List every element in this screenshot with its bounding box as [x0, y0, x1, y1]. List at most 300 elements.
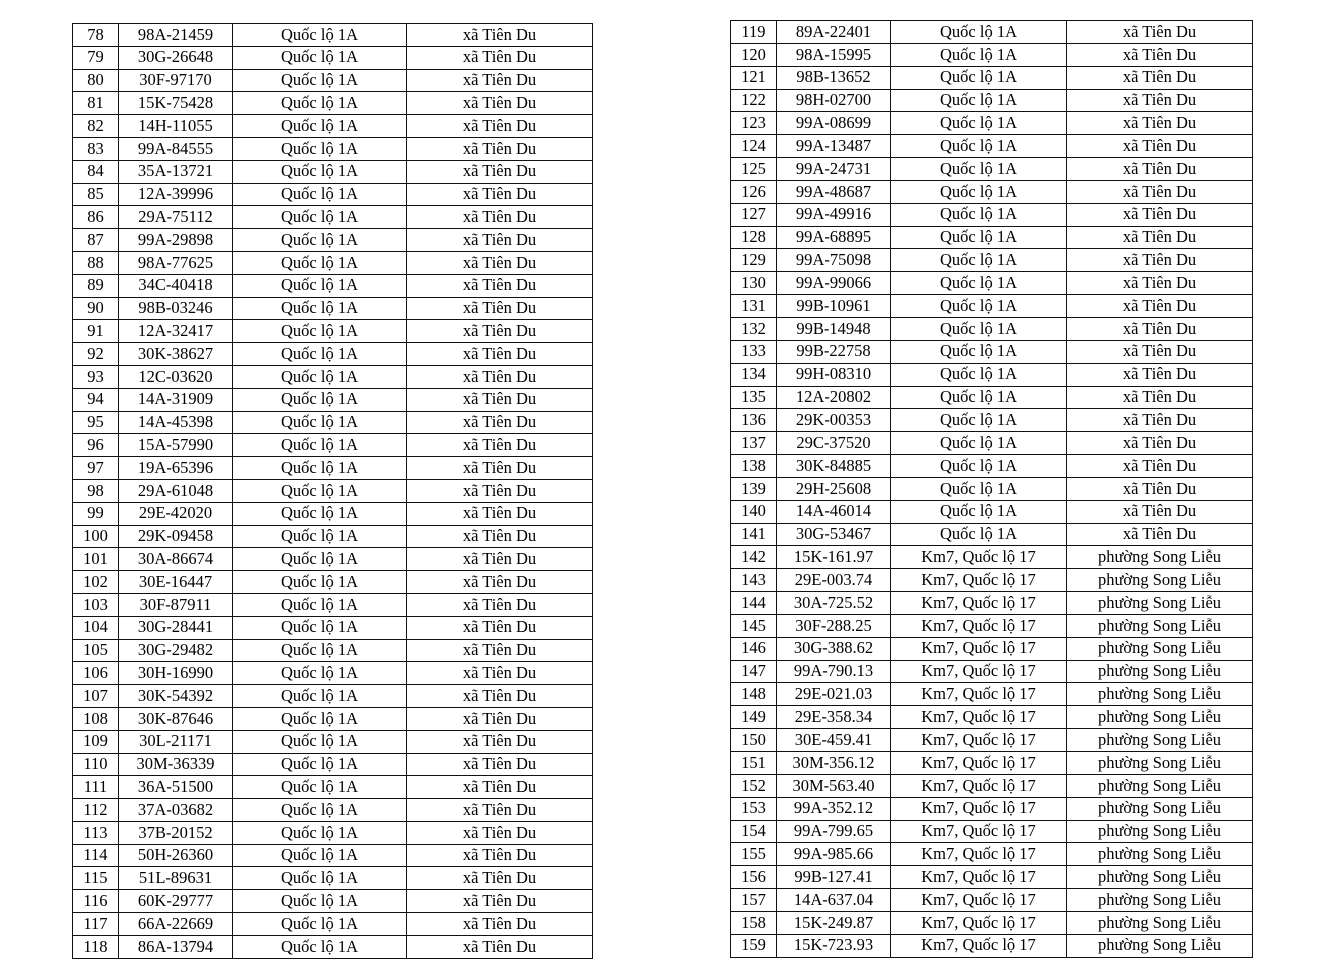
table-row [73, 457, 593, 480]
cell-row-number: 150 [731, 729, 777, 752]
cell-license-plate: 50H-26360 [119, 844, 233, 867]
cell-row-number: 147 [731, 660, 777, 683]
cell-location: Quốc lộ 1A [233, 297, 407, 320]
cell-row-number: 127 [731, 203, 777, 226]
cell-location: Km7, Quốc lộ 17 [891, 866, 1067, 889]
cell-commune: xã Tiên Du [407, 24, 593, 47]
table-row [731, 477, 1253, 500]
table-row [73, 799, 593, 822]
cell-row-number: 97 [73, 457, 119, 480]
cell-license-plate: 30E-459.41 [777, 729, 891, 752]
table-row [731, 592, 1253, 615]
cell-license-plate: 30G-53467 [777, 523, 891, 546]
cell-location: Km7, Quốc lộ 17 [891, 592, 1067, 615]
table-row [73, 821, 593, 844]
cell-license-plate: 99A-84555 [119, 137, 233, 160]
cell-license-plate: 12C-03620 [119, 365, 233, 388]
cell-commune: xã Tiên Du [1067, 135, 1253, 158]
cell-row-number: 120 [731, 43, 777, 66]
cell-license-plate: 99A-985.66 [777, 843, 891, 866]
cell-license-plate: 99A-352.12 [777, 797, 891, 820]
cell-row-number: 133 [731, 340, 777, 363]
cell-license-plate: 34C-40418 [119, 274, 233, 297]
cell-license-plate: 29A-75112 [119, 206, 233, 229]
table-row [731, 774, 1253, 797]
table-row [731, 135, 1253, 158]
cell-commune: xã Tiên Du [407, 730, 593, 753]
cell-row-number: 123 [731, 112, 777, 135]
table-row [731, 317, 1253, 340]
cell-license-plate: 99A-68895 [777, 226, 891, 249]
cell-license-plate: 12A-32417 [119, 320, 233, 343]
cell-commune: phường Song Liễu [1067, 592, 1253, 615]
table-row [731, 180, 1253, 203]
table-row [731, 112, 1253, 135]
cell-location: Quốc lộ 1A [233, 411, 407, 434]
cell-license-plate: 29E-42020 [119, 502, 233, 525]
cell-row-number: 115 [73, 867, 119, 890]
cell-location: Quốc lộ 1A [233, 320, 407, 343]
cell-row-number: 118 [73, 935, 119, 958]
cell-license-plate: 99B-127.41 [777, 866, 891, 889]
cell-row-number: 117 [73, 913, 119, 936]
cell-location: Km7, Quốc lộ 17 [891, 774, 1067, 797]
cell-row-number: 125 [731, 158, 777, 181]
cell-row-number: 102 [73, 571, 119, 594]
cell-commune: xã Tiên Du [407, 821, 593, 844]
cell-row-number: 121 [731, 66, 777, 89]
cell-location: Quốc lộ 1A [891, 272, 1067, 295]
cell-location: Quốc lộ 1A [233, 92, 407, 115]
table-row [731, 272, 1253, 295]
table-row [731, 614, 1253, 637]
cell-location: Quốc lộ 1A [233, 935, 407, 958]
cell-commune: xã Tiên Du [407, 411, 593, 434]
table-row [731, 409, 1253, 432]
cell-location: Quốc lộ 1A [891, 203, 1067, 226]
cell-license-plate: 29H-25608 [777, 477, 891, 500]
cell-row-number: 146 [731, 637, 777, 660]
cell-location: Quốc lộ 1A [891, 226, 1067, 249]
cell-commune: xã Tiên Du [407, 343, 593, 366]
table-row [73, 890, 593, 913]
cell-location: Km7, Quốc lộ 17 [891, 820, 1067, 843]
cell-commune: xã Tiên Du [407, 251, 593, 274]
cell-license-plate: 66A-22669 [119, 913, 233, 936]
table-row [73, 571, 593, 594]
cell-commune: xã Tiên Du [407, 525, 593, 548]
cell-row-number: 101 [73, 548, 119, 571]
cell-commune: xã Tiên Du [1067, 317, 1253, 340]
cell-commune: xã Tiên Du [1067, 112, 1253, 135]
cell-license-plate: 30A-725.52 [777, 592, 891, 615]
cell-commune: xã Tiên Du [1067, 203, 1253, 226]
table-row [73, 183, 593, 206]
cell-row-number: 141 [731, 523, 777, 546]
table-row [73, 593, 593, 616]
cell-commune: xã Tiên Du [407, 365, 593, 388]
cell-commune: xã Tiên Du [407, 46, 593, 69]
table-row [731, 523, 1253, 546]
cell-location: Quốc lộ 1A [233, 639, 407, 662]
cell-commune: xã Tiên Du [407, 137, 593, 160]
cell-license-plate: 30K-84885 [777, 455, 891, 478]
cell-row-number: 114 [73, 844, 119, 867]
cell-commune: xã Tiên Du [407, 616, 593, 639]
cell-license-plate: 99A-49916 [777, 203, 891, 226]
cell-commune: xã Tiên Du [407, 913, 593, 936]
cell-commune: xã Tiên Du [407, 115, 593, 138]
cell-location: Quốc lộ 1A [233, 229, 407, 252]
cell-row-number: 84 [73, 160, 119, 183]
cell-location: Quốc lộ 1A [233, 502, 407, 525]
cell-row-number: 154 [731, 820, 777, 843]
cell-commune: phường Song Liễu [1067, 866, 1253, 889]
cell-license-plate: 29K-09458 [119, 525, 233, 548]
cell-location: Quốc lộ 1A [233, 183, 407, 206]
cell-license-plate: 30E-16447 [119, 571, 233, 594]
cell-commune: xã Tiên Du [407, 685, 593, 708]
cell-license-plate: 99B-14948 [777, 317, 891, 340]
cell-row-number: 112 [73, 799, 119, 822]
cell-commune: xã Tiên Du [407, 160, 593, 183]
cell-location: Quốc lộ 1A [891, 112, 1067, 135]
table-row [731, 660, 1253, 683]
cell-commune: xã Tiên Du [407, 274, 593, 297]
table-row [731, 706, 1253, 729]
cell-row-number: 110 [73, 753, 119, 776]
cell-location: Quốc lộ 1A [891, 43, 1067, 66]
cell-location: Quốc lộ 1A [233, 24, 407, 47]
cell-commune: phường Song Liễu [1067, 911, 1253, 934]
cell-license-plate: 86A-13794 [119, 935, 233, 958]
cell-commune: phường Song Liễu [1067, 683, 1253, 706]
cell-row-number: 103 [73, 593, 119, 616]
cell-license-plate: 19A-65396 [119, 457, 233, 480]
cell-row-number: 87 [73, 229, 119, 252]
cell-location: Quốc lộ 1A [891, 386, 1067, 409]
vehicle-table-right [730, 20, 1253, 958]
table-row [73, 206, 593, 229]
cell-row-number: 128 [731, 226, 777, 249]
cell-row-number: 130 [731, 272, 777, 295]
table-row [73, 502, 593, 525]
cell-commune: xã Tiên Du [407, 229, 593, 252]
cell-license-plate: 30M-356.12 [777, 752, 891, 775]
table-row [731, 729, 1253, 752]
cell-row-number: 142 [731, 546, 777, 569]
cell-license-plate: 29E-358.34 [777, 706, 891, 729]
cell-license-plate: 30G-29482 [119, 639, 233, 662]
table-row [73, 229, 593, 252]
cell-location: Quốc lộ 1A [233, 46, 407, 69]
cell-location: Quốc lộ 1A [233, 274, 407, 297]
cell-commune: xã Tiên Du [407, 320, 593, 343]
cell-location: Quốc lộ 1A [233, 479, 407, 502]
cell-commune: xã Tiên Du [407, 548, 593, 571]
cell-commune: xã Tiên Du [1067, 455, 1253, 478]
table-row [73, 662, 593, 685]
cell-location: Km7, Quốc lộ 17 [891, 934, 1067, 957]
cell-row-number: 79 [73, 46, 119, 69]
cell-row-number: 83 [73, 137, 119, 160]
cell-commune: phường Song Liễu [1067, 637, 1253, 660]
cell-row-number: 139 [731, 477, 777, 500]
cell-commune: xã Tiên Du [1067, 249, 1253, 272]
cell-commune: xã Tiên Du [407, 206, 593, 229]
cell-location: Quốc lộ 1A [233, 844, 407, 867]
cell-location: Quốc lộ 1A [233, 251, 407, 274]
cell-row-number: 152 [731, 774, 777, 797]
cell-license-plate: 98B-13652 [777, 66, 891, 89]
cell-location: Quốc lộ 1A [233, 799, 407, 822]
cell-license-plate: 99A-29898 [119, 229, 233, 252]
cell-commune: xã Tiên Du [1067, 272, 1253, 295]
cell-location: Km7, Quốc lộ 17 [891, 660, 1067, 683]
cell-location: Km7, Quốc lộ 17 [891, 889, 1067, 912]
cell-commune: xã Tiên Du [1067, 386, 1253, 409]
cell-location: Km7, Quốc lộ 17 [891, 729, 1067, 752]
table-row [731, 683, 1253, 706]
cell-location: Km7, Quốc lộ 17 [891, 546, 1067, 569]
cell-location: Quốc lộ 1A [891, 317, 1067, 340]
table-row [731, 500, 1253, 523]
cell-commune: xã Tiên Du [407, 593, 593, 616]
cell-commune: xã Tiên Du [407, 571, 593, 594]
cell-license-plate: 29E-021.03 [777, 683, 891, 706]
table-row [731, 843, 1253, 866]
cell-location: Km7, Quốc lộ 17 [891, 569, 1067, 592]
cell-license-plate: 51L-89631 [119, 867, 233, 890]
table-row [731, 569, 1253, 592]
table-row [731, 889, 1253, 912]
cell-location: Quốc lộ 1A [233, 457, 407, 480]
cell-location: Quốc lộ 1A [891, 409, 1067, 432]
table-row [731, 911, 1253, 934]
cell-row-number: 149 [731, 706, 777, 729]
table-row [73, 867, 593, 890]
cell-row-number: 108 [73, 707, 119, 730]
cell-row-number: 158 [731, 911, 777, 934]
cell-license-plate: 14A-637.04 [777, 889, 891, 912]
cell-commune: xã Tiên Du [407, 183, 593, 206]
table-row [731, 797, 1253, 820]
cell-commune: xã Tiên Du [407, 776, 593, 799]
cell-row-number: 109 [73, 730, 119, 753]
cell-license-plate: 12A-39996 [119, 183, 233, 206]
cell-commune: xã Tiên Du [407, 502, 593, 525]
cell-license-plate: 99H-08310 [777, 363, 891, 386]
table-row [731, 752, 1253, 775]
cell-license-plate: 37A-03682 [119, 799, 233, 822]
cell-row-number: 106 [73, 662, 119, 685]
cell-location: Km7, Quốc lộ 17 [891, 752, 1067, 775]
cell-license-plate: 14A-46014 [777, 500, 891, 523]
cell-row-number: 157 [731, 889, 777, 912]
cell-commune: phường Song Liễu [1067, 889, 1253, 912]
cell-license-plate: 98B-03246 [119, 297, 233, 320]
cell-license-plate: 99A-13487 [777, 135, 891, 158]
table-row [731, 934, 1253, 957]
cell-row-number: 136 [731, 409, 777, 432]
cell-row-number: 131 [731, 295, 777, 318]
cell-location: Quốc lộ 1A [891, 340, 1067, 363]
cell-location: Quốc lộ 1A [891, 477, 1067, 500]
cell-location: Km7, Quốc lộ 17 [891, 843, 1067, 866]
cell-license-plate: 89A-22401 [777, 21, 891, 44]
cell-license-plate: 14A-31909 [119, 388, 233, 411]
cell-location: Quốc lộ 1A [233, 434, 407, 457]
cell-license-plate: 99B-22758 [777, 340, 891, 363]
cell-license-plate: 30L-21171 [119, 730, 233, 753]
cell-location: Quốc lộ 1A [233, 662, 407, 685]
cell-row-number: 98 [73, 479, 119, 502]
cell-location: Quốc lộ 1A [233, 69, 407, 92]
table-row [73, 388, 593, 411]
cell-location: Quốc lộ 1A [891, 363, 1067, 386]
cell-row-number: 153 [731, 797, 777, 820]
table-row [73, 707, 593, 730]
cell-commune: xã Tiên Du [407, 479, 593, 502]
cell-location: Quốc lộ 1A [891, 432, 1067, 455]
cell-license-plate: 99A-24731 [777, 158, 891, 181]
cell-commune: phường Song Liễu [1067, 706, 1253, 729]
table-row [731, 158, 1253, 181]
vehicle-table-left-body [73, 24, 593, 959]
cell-license-plate: 99A-799.65 [777, 820, 891, 843]
table-row [73, 844, 593, 867]
cell-commune: phường Song Liễu [1067, 614, 1253, 637]
cell-commune: xã Tiên Du [1067, 523, 1253, 546]
table-row [73, 46, 593, 69]
table-row [73, 479, 593, 502]
cell-commune: phường Song Liễu [1067, 774, 1253, 797]
cell-location: Quốc lộ 1A [233, 365, 407, 388]
cell-license-plate: 30H-16990 [119, 662, 233, 685]
cell-commune: phường Song Liễu [1067, 752, 1253, 775]
cell-license-plate: 30K-87646 [119, 707, 233, 730]
cell-license-plate: 29A-61048 [119, 479, 233, 502]
cell-location: Quốc lộ 1A [233, 343, 407, 366]
cell-row-number: 86 [73, 206, 119, 229]
cell-license-plate: 15K-723.93 [777, 934, 891, 957]
table-row [73, 730, 593, 753]
cell-license-plate: 99A-48687 [777, 180, 891, 203]
table-row [731, 363, 1253, 386]
cell-row-number: 94 [73, 388, 119, 411]
cell-location: Quốc lộ 1A [891, 249, 1067, 272]
cell-row-number: 137 [731, 432, 777, 455]
cell-location: Quốc lộ 1A [891, 89, 1067, 112]
cell-license-plate: 30F-288.25 [777, 614, 891, 637]
cell-license-plate: 30M-563.40 [777, 774, 891, 797]
cell-location: Quốc lộ 1A [233, 115, 407, 138]
cell-location: Quốc lộ 1A [891, 295, 1067, 318]
cell-row-number: 129 [731, 249, 777, 272]
table-row [731, 249, 1253, 272]
cell-row-number: 82 [73, 115, 119, 138]
cell-commune: xã Tiên Du [407, 935, 593, 958]
cell-location: Km7, Quốc lộ 17 [891, 637, 1067, 660]
table-row [73, 525, 593, 548]
table-row [731, 546, 1253, 569]
cell-commune: phường Song Liễu [1067, 569, 1253, 592]
cell-location: Quốc lộ 1A [233, 137, 407, 160]
table-row [73, 24, 593, 47]
table-row [73, 137, 593, 160]
table-row [73, 434, 593, 457]
cell-location: Quốc lộ 1A [891, 158, 1067, 181]
cell-license-plate: 35A-13721 [119, 160, 233, 183]
cell-row-number: 145 [731, 614, 777, 637]
cell-commune: xã Tiên Du [1067, 340, 1253, 363]
table-row [73, 616, 593, 639]
cell-license-plate: 29E-003.74 [777, 569, 891, 592]
cell-location: Quốc lộ 1A [891, 500, 1067, 523]
cell-license-plate: 15K-161.97 [777, 546, 891, 569]
cell-license-plate: 98A-21459 [119, 24, 233, 47]
cell-license-plate: 98H-02700 [777, 89, 891, 112]
table-row [731, 66, 1253, 89]
table-row [73, 320, 593, 343]
cell-license-plate: 14A-45398 [119, 411, 233, 434]
cell-license-plate: 30K-38627 [119, 343, 233, 366]
cell-row-number: 116 [73, 890, 119, 913]
table-row [731, 637, 1253, 660]
cell-location: Quốc lộ 1A [233, 890, 407, 913]
table-row [73, 365, 593, 388]
cell-commune: xã Tiên Du [407, 844, 593, 867]
cell-row-number: 95 [73, 411, 119, 434]
vehicle-table-right-body [731, 21, 1253, 958]
cell-commune: xã Tiên Du [407, 662, 593, 685]
cell-license-plate: 99A-790.13 [777, 660, 891, 683]
cell-location: Km7, Quốc lộ 17 [891, 706, 1067, 729]
cell-commune: xã Tiên Du [407, 753, 593, 776]
cell-row-number: 135 [731, 386, 777, 409]
table-row [73, 274, 593, 297]
cell-row-number: 143 [731, 569, 777, 592]
cell-license-plate: 29K-00353 [777, 409, 891, 432]
cell-commune: xã Tiên Du [1067, 432, 1253, 455]
cell-commune: xã Tiên Du [407, 69, 593, 92]
cell-row-number: 104 [73, 616, 119, 639]
cell-commune: xã Tiên Du [1067, 226, 1253, 249]
cell-commune: phường Song Liễu [1067, 797, 1253, 820]
cell-commune: xã Tiên Du [1067, 295, 1253, 318]
cell-commune: xã Tiên Du [1067, 180, 1253, 203]
cell-location: Quốc lộ 1A [233, 730, 407, 753]
cell-location: Quốc lộ 1A [233, 616, 407, 639]
table-row [731, 866, 1253, 889]
table-row [73, 411, 593, 434]
vehicle-table-left [72, 23, 593, 959]
table-row [73, 913, 593, 936]
cell-license-plate: 29C-37520 [777, 432, 891, 455]
cell-commune: xã Tiên Du [407, 297, 593, 320]
table-row [73, 639, 593, 662]
table-row [731, 820, 1253, 843]
cell-license-plate: 30G-28441 [119, 616, 233, 639]
cell-location: Quốc lộ 1A [891, 21, 1067, 44]
cell-commune: xã Tiên Du [1067, 21, 1253, 44]
cell-location: Quốc lộ 1A [233, 593, 407, 616]
cell-commune: phường Song Liễu [1067, 820, 1253, 843]
cell-commune: xã Tiên Du [407, 867, 593, 890]
cell-commune: xã Tiên Du [1067, 409, 1253, 432]
cell-license-plate: 30M-36339 [119, 753, 233, 776]
cell-commune: xã Tiên Du [1067, 500, 1253, 523]
